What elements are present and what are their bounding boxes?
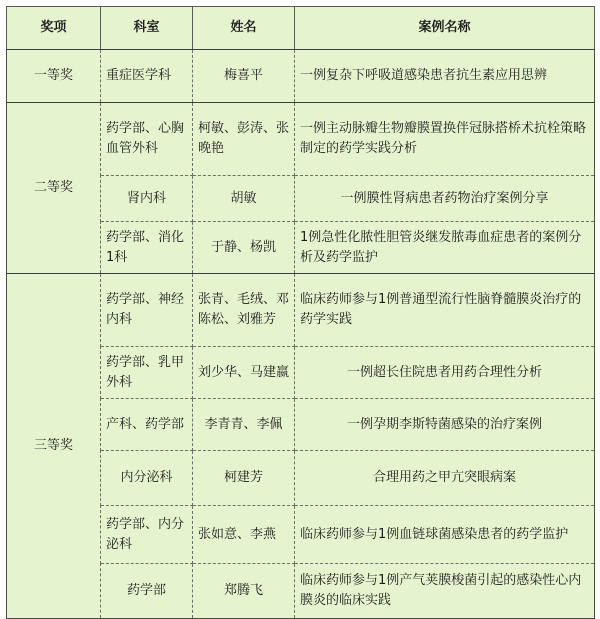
award-cell: 二等奖 (7, 103, 101, 274)
name-cell: 刘少华、马建嬴 (193, 347, 295, 399)
department-cell: 重症医学科 (101, 50, 193, 103)
header-row (7, 7, 595, 50)
name-cell: 柯建芳 (193, 451, 295, 506)
case-cell: 临床药师参与1例普通型流行性脑脊髓膜炎治疗的药学实践 (295, 274, 595, 347)
department-cell: 药学部、神经内科 (101, 274, 193, 347)
case-cell: 一例膜性肾病患者药物治疗案例分享 (295, 176, 595, 222)
award-cell: 三等奖 (7, 274, 101, 612)
table-row (7, 50, 595, 103)
department-cell: 产科、药学部 (101, 399, 193, 451)
case-cell: 1例急性化脓性胆管炎继发脓毒血症患者的案例分析及药学监护 (295, 222, 595, 274)
case-cell: 合理用药之甲亢突眼病案 (295, 451, 595, 506)
department-cell: 肾内科 (101, 176, 193, 222)
case-cell: 临床药师参与1例产气荚膜梭菌引起的感染性心内膜炎的临床实践 (295, 564, 595, 612)
department-cell: 药学部、心胸血管外科 (101, 103, 193, 176)
case-cell: 一例主动脉瓣生物瓣膜置换伴冠脉搭桥术抗栓策略制定的药学实践分析 (295, 103, 595, 176)
department-cell: 内分泌科 (101, 451, 193, 506)
name-cell: 张青、毛绒、邓陈松、刘雅芳 (193, 274, 295, 347)
name-cell: 李青青、李佩 (193, 399, 295, 451)
case-cell: 一例孕期李斯特菌感染的治疗案例 (295, 399, 595, 451)
department-cell: 药学部 (101, 564, 193, 612)
case-cell: 一例超长住院患者用药合理性分析 (295, 347, 595, 399)
name-cell: 于静、杨凯 (193, 222, 295, 274)
table-header (7, 7, 595, 50)
case-cell: 一例复杂下呼吸道感染患者抗生素应用思辨 (295, 50, 595, 103)
table-row (7, 103, 595, 176)
awards-table (6, 6, 595, 611)
name-cell: 柯敏、彭涛、张晚艳 (193, 103, 295, 176)
name-cell: 张如意、李燕 (193, 506, 295, 564)
department-cell: 药学部、消化1科 (101, 222, 193, 274)
name-cell: 胡敏 (193, 176, 295, 222)
header-case: 案例名称 (295, 7, 595, 50)
table-body (7, 50, 595, 612)
name-cell: 郑腾飞 (193, 564, 295, 612)
department-cell: 药学部、乳甲外科 (101, 347, 193, 399)
header-name: 姓名 (193, 7, 295, 50)
department-cell: 药学部、内分泌科 (101, 506, 193, 564)
name-cell: 梅喜平 (193, 50, 295, 103)
award-cell: 一等奖 (7, 50, 101, 103)
case-cell: 临床药师参与1例血链球菌感染患者的药学监护 (295, 506, 595, 564)
table-row (7, 274, 595, 347)
header-award: 奖项 (7, 7, 101, 50)
header-department: 科室 (101, 7, 193, 50)
